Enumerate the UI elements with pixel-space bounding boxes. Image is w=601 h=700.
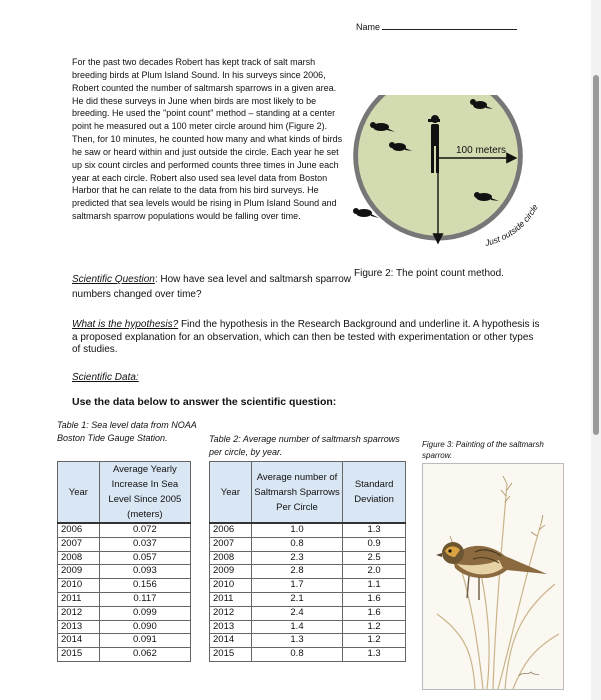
scrollbar-thumb[interactable] xyxy=(593,75,599,435)
year-cell: 2007 xyxy=(210,537,252,551)
value-cell: 0.090 xyxy=(99,620,190,634)
value-cell: 1.6 xyxy=(343,606,406,620)
value-cell: 0.8 xyxy=(251,537,342,551)
value-cell: 0.091 xyxy=(99,634,190,648)
data-instruction: Use the data below to answer the scientific question: xyxy=(72,396,337,408)
table-row xyxy=(58,620,191,634)
scientific-question-label: Scientific Question xyxy=(72,274,155,285)
table-row xyxy=(210,579,406,593)
table-header-cell: Average Yearly Increase In Sea Level Since 2005 (meters) xyxy=(99,462,190,524)
grass-seedheads xyxy=(450,476,545,556)
year-cell: 2006 xyxy=(58,523,100,537)
sea-level-table-body xyxy=(58,523,191,661)
scientific-data-heading: Scientific Data: xyxy=(72,372,139,383)
year-cell: 2015 xyxy=(58,648,100,662)
artist-signature xyxy=(519,672,539,676)
year-cell: 2013 xyxy=(58,620,100,634)
table-header-row xyxy=(210,462,406,524)
year-cell: 2006 xyxy=(210,523,252,537)
year-cell: 2014 xyxy=(58,634,100,648)
year-cell: 2009 xyxy=(210,565,252,579)
value-cell: 2.0 xyxy=(343,565,406,579)
table-header-cell: Standard Deviation xyxy=(343,462,406,524)
table-row xyxy=(58,634,191,648)
figure-3-caption: Figure 3: Painting of the saltmarsh sparrow. xyxy=(422,440,544,460)
value-cell: 1.2 xyxy=(343,634,406,648)
value-cell: 0.072 xyxy=(99,523,190,537)
table-row xyxy=(58,523,191,537)
marsh-grass xyxy=(437,484,559,689)
table-row xyxy=(210,523,406,537)
year-cell: 2010 xyxy=(58,579,100,593)
table-header-row xyxy=(58,462,191,524)
year-cell: 2015 xyxy=(210,648,252,662)
value-cell: 1.3 xyxy=(343,523,406,537)
table-1-caption: Table 1: Sea level data from NOAA Boston Tide Gauge Station. xyxy=(57,420,197,443)
table-row xyxy=(210,648,406,662)
year-cell: 2009 xyxy=(58,565,100,579)
year-cell: 2010 xyxy=(210,579,252,593)
value-cell: 0.117 xyxy=(99,592,190,606)
table-row xyxy=(210,537,406,551)
value-cell: 1.3 xyxy=(343,648,406,662)
year-cell: 2007 xyxy=(58,537,100,551)
value-cell: 2.3 xyxy=(251,551,342,565)
table-row xyxy=(210,592,406,606)
figure-2-caption: Figure 2: The point count method. xyxy=(354,268,504,279)
table-row xyxy=(58,648,191,662)
sparrow-count-table xyxy=(209,461,406,662)
table-row xyxy=(58,551,191,565)
edge-label-path: Just outside circle xyxy=(483,202,540,248)
value-cell: 1.0 xyxy=(251,523,342,537)
table-row xyxy=(210,634,406,648)
sparrow-painting-art xyxy=(423,464,563,689)
year-cell: 2014 xyxy=(210,634,252,648)
value-cell: 0.062 xyxy=(99,648,190,662)
name-label: Name xyxy=(356,22,381,32)
value-cell: 0.037 xyxy=(99,537,190,551)
value-cell: 1.4 xyxy=(251,620,342,634)
name-blank-line xyxy=(382,20,517,30)
year-cell: 2008 xyxy=(210,551,252,565)
value-cell: 0.099 xyxy=(99,606,190,620)
table-row xyxy=(58,537,191,551)
table-row xyxy=(210,565,406,579)
table-2-caption: Table 2: Average number of saltmarsh sparrows per circle, by year. xyxy=(209,434,400,457)
name-field xyxy=(356,20,517,32)
value-cell: 1.2 xyxy=(343,620,406,634)
scientific-question xyxy=(72,272,352,302)
table-header-cell: Year xyxy=(210,462,252,524)
value-cell: 2.5 xyxy=(343,551,406,565)
hypothesis-prompt xyxy=(72,319,542,357)
point-count-figure xyxy=(344,95,559,265)
value-cell: 0.093 xyxy=(99,565,190,579)
research-background-paragraph: For the past two decades Robert has kept track of salt marsh breeding birds at Plum Island Sound. In his surveys since 2006, Robert counted the number of saltmarsh sparrows in a given area. He did these surveys in June when birds are most likely to be breeding. He used the "point count" method – standing at a center point he measured out a 100 meter circle around him (Figure 2). Then, for 10 minutes, he counted how many and what kinds of birds he saw or heard within and just outside the circle. Each year he set up six count circles and performed counts three times in June each year at each circle. Robert also used sea level data from Boston Harbor that he can relate to the data from his bird surveys. He predicted that sea levels would be rising in Plum Island Sound and saltmarsh sparrow populations would be falling over time. xyxy=(72,57,343,222)
table-row xyxy=(58,606,191,620)
sparrow-painting xyxy=(422,463,564,690)
hypothesis-label: What is the hypothesis? xyxy=(72,319,179,330)
value-cell: 0.057 xyxy=(99,551,190,565)
table-row xyxy=(210,551,406,565)
value-cell: 1.1 xyxy=(343,579,406,593)
year-cell: 2008 xyxy=(58,551,100,565)
value-cell: 0.8 xyxy=(251,648,342,662)
table-header-cell: Average number of Saltmarsh Sparrows Per Circle xyxy=(251,462,342,524)
year-cell: 2011 xyxy=(210,592,252,606)
value-cell: 1.6 xyxy=(343,592,406,606)
value-cell: 1.3 xyxy=(251,634,342,648)
value-cell: 2.8 xyxy=(251,565,342,579)
year-cell: 2013 xyxy=(210,620,252,634)
year-cell: 2012 xyxy=(210,606,252,620)
sparrow-bird-icon xyxy=(436,542,547,600)
table-row xyxy=(58,565,191,579)
sparrow-count-table-body xyxy=(210,523,406,661)
table-row xyxy=(210,606,406,620)
table-row xyxy=(58,579,191,593)
hypothesis-text: Find the hypothesis in the Research Background and underline it. A hypothesis is a proposed explanation for an observation, which can then be tested with experimentation or other types of studies. xyxy=(72,319,540,355)
value-cell: 2.4 xyxy=(251,606,342,620)
value-cell: 0.156 xyxy=(99,579,190,593)
value-cell: 1.7 xyxy=(251,579,342,593)
scientific-question-text: : How have sea level and saltmarsh sparrow numbers changed over time? xyxy=(72,274,352,300)
radius-label: 100 meters xyxy=(456,145,507,156)
year-cell: 2012 xyxy=(58,606,100,620)
year-cell: 2011 xyxy=(58,592,100,606)
sea-level-table xyxy=(57,461,191,662)
table-row xyxy=(58,592,191,606)
table-header-cell: Year xyxy=(58,462,100,524)
value-cell: 0.9 xyxy=(343,537,406,551)
table-row xyxy=(210,620,406,634)
value-cell: 2.1 xyxy=(251,592,342,606)
